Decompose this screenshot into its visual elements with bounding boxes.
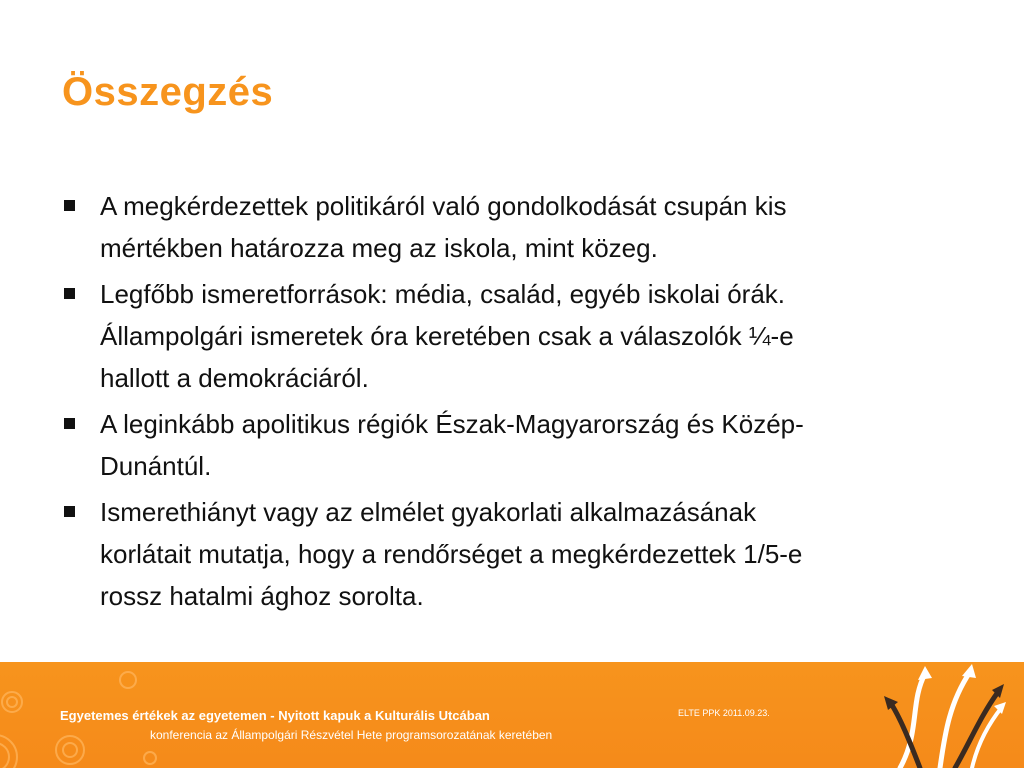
square-bullet-icon [64, 506, 75, 517]
bullet-item [62, 273, 982, 399]
bullet-text-line: korlátait mutatja, hogy a rendőrséget a megkérdezettek 1/5-e [100, 539, 803, 569]
footer-banner [0, 662, 1024, 768]
bullet-text-line: hallott a demokráciáról. [100, 363, 369, 393]
bullet-text-line: rossz hatalmi ághoz sorolta. [100, 581, 424, 611]
square-bullet-icon [64, 418, 75, 429]
bullet-text-line: mértékben határozza meg az iskola, mint közeg. [100, 233, 658, 263]
bullet-text-line: Legfőbb ismeretforrások: média, család, egyéb iskolai órák. [100, 279, 786, 309]
footer-event-title: Egyetemes értékek az egyetemen - Nyitott kapuk a Kulturális Utcában [60, 708, 490, 723]
square-bullet-icon [64, 288, 75, 299]
bullet-text-line: Ismerethiányt vagy az elmélet gyakorlati alkalmazásának [100, 497, 757, 527]
bullet-list [62, 185, 982, 621]
bullet-text-line: A leginkább apolitikus régiók Észak-Magyarország és Közép- [100, 409, 804, 439]
footer-event-subtitle: konferencia az Állampolgári Részvétel Hete programsorozatának keretében [150, 728, 553, 742]
bullet-text-line: A megkérdezettek politikáról való gondolkodását csupán kis [100, 191, 787, 221]
bullet-item [62, 403, 982, 487]
arrows-logo-icon [880, 662, 1024, 768]
bullet-item [62, 491, 982, 617]
footer-date: ELTE PPK 2011.09.23. [678, 708, 770, 718]
bullet-item [62, 185, 982, 269]
square-bullet-icon [64, 200, 75, 211]
bullet-text-line: Állampolgári ismeretek óra keretében csak a válaszolók ¼-e [100, 321, 794, 351]
slide-title: Összegzés [62, 70, 274, 114]
bullet-text-line: Dunántúl. [100, 451, 212, 481]
